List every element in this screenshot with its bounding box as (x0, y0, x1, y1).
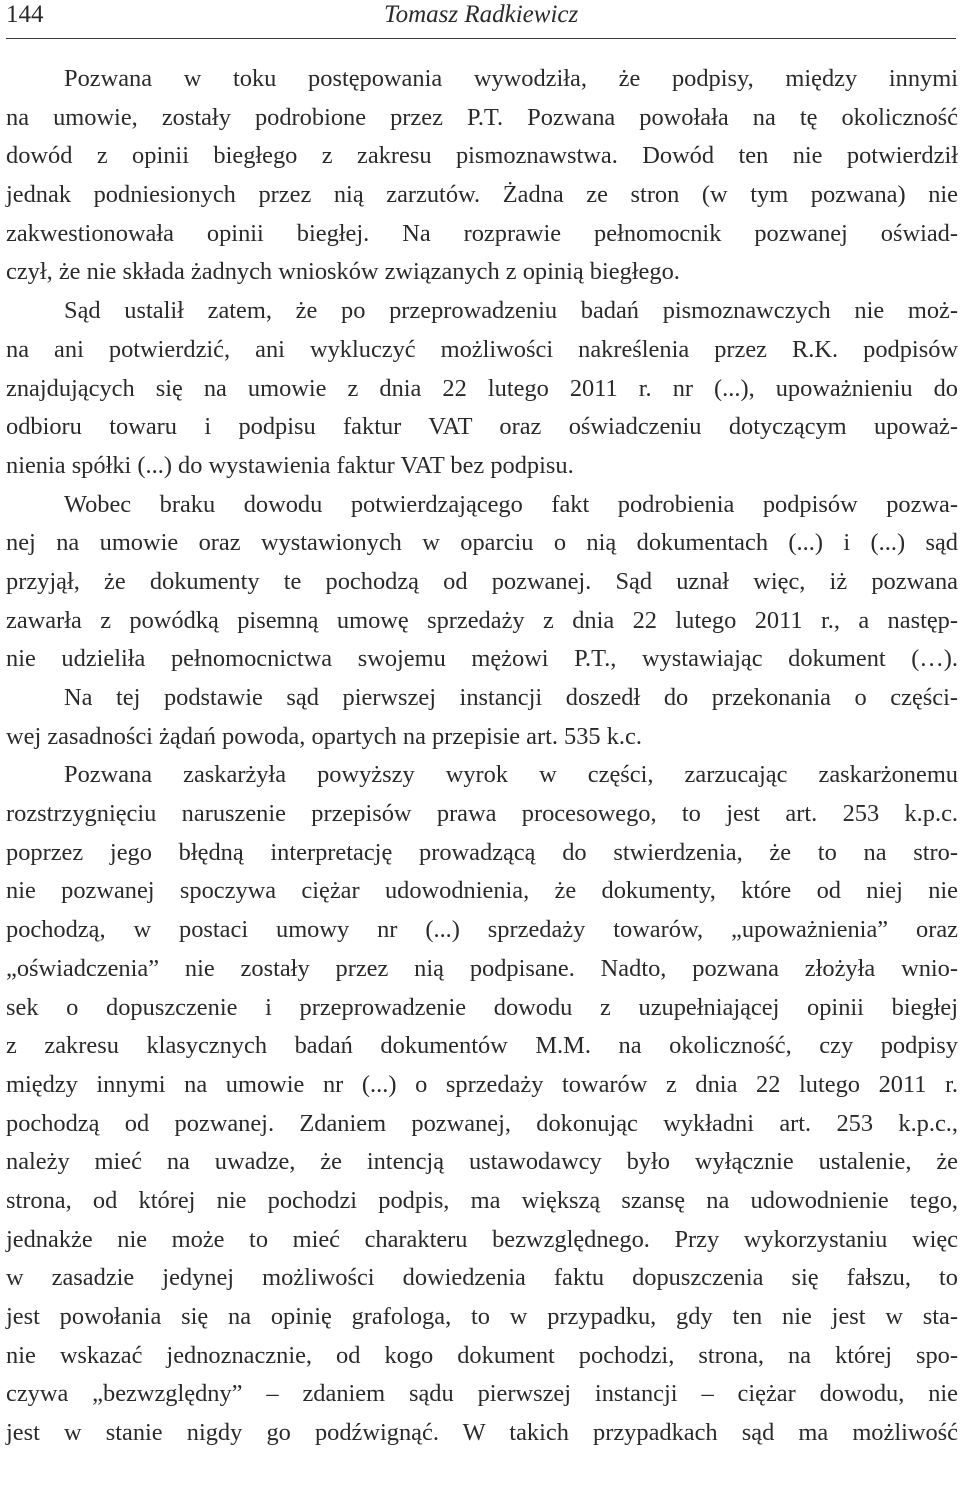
text-line: z zakresu klasycznych badań dokumentów M.M. na okoliczność, czy podpisy (6, 1032, 958, 1060)
text-line: czywa „bezwzględny” – zdaniem sądu pierwszej instancji – ciężar dowodu, nie (6, 1380, 958, 1408)
text-line: jednak podniesionych przez nią zarzutów. Żadna ze stron (w tym pozwana) nie (6, 181, 958, 209)
running-header (6, 0, 956, 39)
text-line: Pozwana w toku postępowania wywodziła, że podpisy, między innymi (64, 65, 958, 92)
text-line: na umowie, zostały podrobione przez P.T. Pozwana powołała na tę okoliczność (6, 103, 958, 131)
text-line: Pozwana zaskarżyła powyższy wyrok w części, zarzucając zaskarżonemu (64, 761, 958, 789)
text-line: należy mieć na uwadze, że intencją ustawodawcy było wyłącznie ustalenie, że (6, 1148, 958, 1176)
text-line: Wobec braku dowodu potwierdzającego fakt podrobienia podpisów pozwa- (64, 490, 958, 518)
text-line: znajdujących się na umowie z dnia 22 lutego 2011 r. nr (...), upoważnieniu do (6, 374, 958, 402)
page-number: 144 (6, 1, 44, 28)
text-line: rozstrzygnięciu naruszenie przepisów prawa procesowego, to jest art. 253 k.p.c. (6, 800, 958, 828)
text-line: jednakże nie może to mieć charakteru bezwzględnego. Przy wykorzystaniu więc (6, 1225, 958, 1253)
text-line: w zasadzie jedynej możliwości dowiedzenia faktu dopuszczenia się fałszu, to (6, 1264, 958, 1292)
text-line: Na tej podstawie sąd pierwszej instancji doszedł do przekonania o części- (64, 684, 958, 711)
text-line: pochodzą, w postaci umowy nr (...) sprzedaży towarów, „upoważnienia” oraz (6, 916, 958, 944)
text-line: dowód z opinii biegłego z zakresu pismoznawstwa. Dowód ten nie potwierdził (6, 142, 958, 170)
text-line: strona, od której nie pochodzi podpis, ma większą szansę na udowodnienie tego, (6, 1186, 958, 1214)
text-line: między innymi na umowie nr (...) o sprzedaży towarów z dnia 22 lutego 2011 r. (6, 1070, 958, 1098)
text-line: wej zasadności żądań powoda, opartych na przepisie art. 535 k.c. (6, 722, 642, 750)
text-line: nie wskazać jednoznacznie, od kogo dokument pochodzi, strona, na której spo- (6, 1341, 958, 1369)
text-line: nie pozwanej spoczywa ciężar udowodnienia, że dokumenty, które od niej nie (6, 877, 958, 905)
text-line: zakwestionowała opinii biegłej. Na rozprawie pełnomocnik pozwanej oświad- (6, 219, 958, 247)
text-line: nienia spółki (...) do wystawienia faktur VAT bez podpisu. (6, 451, 574, 479)
running-head-author: Tomasz Radkiewicz (384, 1, 579, 28)
body-text (6, 60, 958, 1453)
text-line: Sąd ustalił zatem, że po przeprowadzeniu badań pismoznawczych nie moż- (64, 297, 958, 325)
text-line: na ani potwierdzić, ani wykluczyć możliwości nakreślenia przez R.K. podpisów (6, 335, 958, 363)
text-line: sek o dopuszczenie i przeprowadzenie dowodu z uzupełniającej opinii biegłej (6, 993, 958, 1021)
text-line: jest w stanie nigdy go podźwignąć. W takich przypadkach sąd ma możliwość (6, 1419, 958, 1447)
text-line: poprzez jego błędną interpretację prowadzącą do stwierdzenia, że to na stro- (6, 838, 958, 866)
text-line: pochodzą od pozwanej. Zdaniem pozwanej, dokonując wykładni art. 253 k.p.c., (6, 1109, 958, 1137)
text-line: odbioru towaru i podpisu faktur VAT oraz oświadczeniu dotyczącym upoważ- (6, 413, 958, 441)
text-line: „oświadczenia” nie zostały przez nią podpisane. Nadto, pozwana złożyła wnio- (6, 954, 958, 982)
text-line: nej na umowie oraz wystawionych w oparciu o nią dokumentach (...) i (...) sąd (6, 529, 958, 557)
text-line: jest powołania się na opinię grafologa, to w przypadku, gdy ten nie jest w sta- (6, 1303, 958, 1330)
text-line: nie udzieliła pełnomocnictwa swojemu mężowi P.T., wystawiając dokument (…). (6, 645, 958, 673)
text-line: zawarła z powódką pisemną umowę sprzedaży z dnia 22 lutego 2011 r., a następ- (6, 606, 958, 634)
text-line: czył, że nie składa żadnych wniosków związanych z opinią biegłego. (6, 258, 680, 286)
text-line: przyjął, że dokumenty te pochodzą od pozwanej. Sąd uznał więc, iż pozwana (6, 567, 958, 595)
